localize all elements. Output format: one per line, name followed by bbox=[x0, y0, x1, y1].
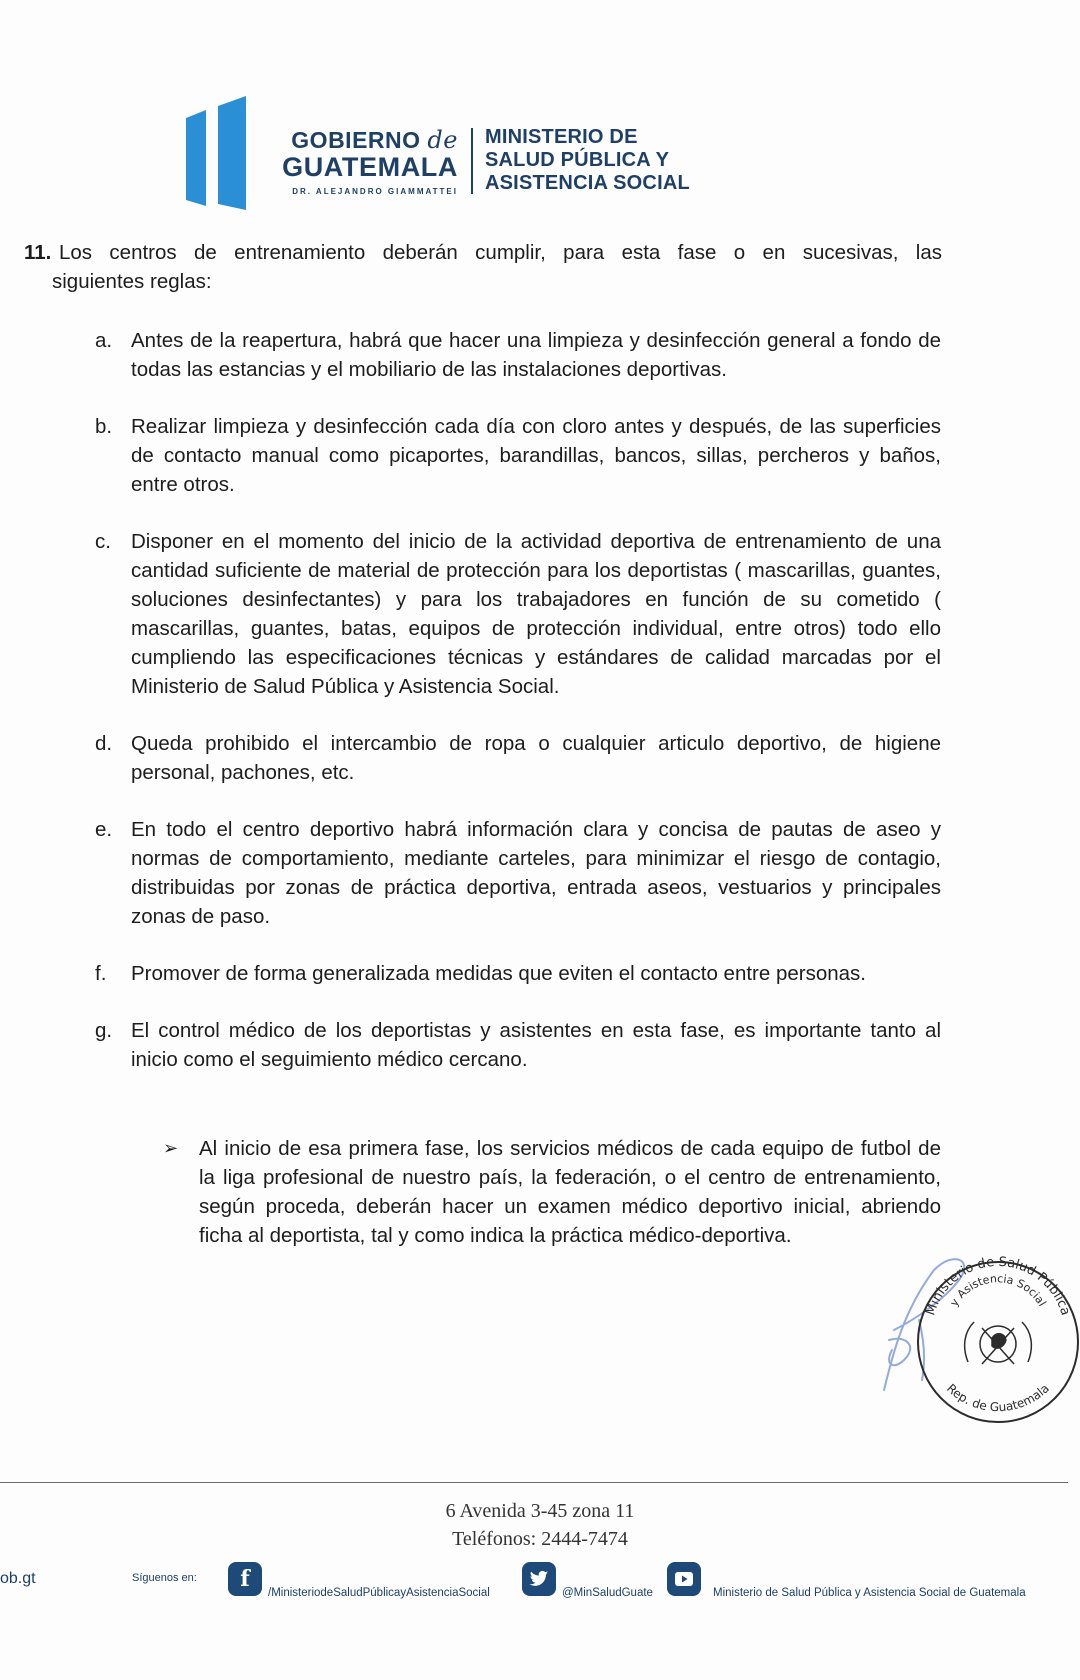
footer-divider bbox=[0, 1482, 1068, 1483]
rules-list bbox=[95, 326, 941, 1102]
rule-text: Promover de forma generalizada medidas que eviten el contacto entre personas. bbox=[131, 962, 867, 985]
rule-text: El control médico de los deportistas y asistentes en esta fase, es importante tanto al inicio como el seguimiento médico cercano. bbox=[131, 1019, 941, 1071]
guatemala-word: GUATEMALA bbox=[282, 152, 458, 182]
rule-letter: a. bbox=[95, 329, 113, 352]
coat-of-arms-icon bbox=[965, 1322, 1032, 1364]
rule-text: En todo el centro deportivo habrá información clara y concisa de pautas de aseo y normas de comportamiento, mediante carteles, para minimizar el riesgo de contagio, distribuidas por zonas de práctica deportiva, entrada aseos, vestuarios y principales zonas de paso. bbox=[131, 818, 941, 928]
footer-address: 6 Avenida 3-45 zona 11 bbox=[445, 1500, 635, 1522]
rule-item-c bbox=[95, 527, 941, 701]
rule-item-d bbox=[95, 729, 941, 787]
youtube-channel[interactable]: Ministerio de Salud Pública y Asistencia Social de Guatemala bbox=[713, 1587, 1026, 1599]
section-11 bbox=[24, 238, 942, 296]
rule-item-b bbox=[95, 412, 941, 499]
gobierno-logo-icon bbox=[186, 96, 256, 212]
gobierno-de: de bbox=[427, 126, 458, 154]
section-number: 11. bbox=[24, 241, 52, 264]
facebook-icon[interactable]: f bbox=[228, 1562, 262, 1596]
twitter-icon[interactable] bbox=[522, 1562, 556, 1596]
ministerio-line-2: SALUD PÚBLICA Y bbox=[485, 149, 670, 171]
rule-text: Realizar limpieza y desinfección cada día con cloro antes y después, de las superficies de contacto manual como picaportes, barandillas, bancos, sillas, percheros y baños, entre otros. bbox=[131, 415, 941, 496]
rule-item-g bbox=[95, 1016, 941, 1074]
footer-phone: Teléfonos: 2444-7474 bbox=[452, 1528, 628, 1550]
footer-domain[interactable]: ob.gt bbox=[0, 1570, 36, 1587]
stamp-top-text: Ministerio de Salud Pública bbox=[923, 1254, 1073, 1318]
facebook-handle[interactable]: /MinisteriodeSaludPúblicayAsistenciaSocial bbox=[268, 1587, 490, 1599]
section-intro-line-2: siguientes reglas: bbox=[52, 270, 212, 293]
section-intro-line-1: Los centros de entrenamiento deberán cumplir, para esta fase o en sucesivas, las bbox=[59, 241, 942, 264]
footer-address-block bbox=[0, 1497, 1080, 1553]
rule-item-f bbox=[95, 959, 941, 988]
stamp-bottom-text: Rep. de Guatemala bbox=[944, 1381, 1052, 1415]
rule-letter: c. bbox=[95, 530, 111, 553]
rule-text: Antes de la reapertura, habrá que hacer una limpieza y desinfección general a fondo de todas las estancias y el mobiliario de las instalaciones deportivas. bbox=[131, 329, 941, 381]
ministerio-line-3: ASISTENCIA SOCIAL bbox=[485, 172, 690, 194]
gobierno-word: GOBIERNO bbox=[291, 127, 421, 153]
arrow-bullet-icon: ➢ bbox=[163, 1138, 179, 1158]
rule-item-a bbox=[95, 326, 941, 384]
medical-bullet bbox=[163, 1134, 941, 1250]
bullet-text: Al inicio de esa primera fase, los servicios médicos de cada equipo de futbol de la liga profesional de nuestro país, la federación, o el centro de entrenamiento, según proceda, deberán hacer un examen médico deportivo inicial, abriendo ficha al deportista, tal y como indica la práctica médico-deportiva. bbox=[199, 1137, 941, 1247]
rule-letter: e. bbox=[95, 818, 113, 841]
rule-text: Disponer en el momento del inicio de la actividad deportiva de entrenamiento de una cantidad suficiente de material de protección para los deportistas ( mascarillas, guantes, soluciones desinfectantes) y para los trabajadores en función de su cometido ( mascarillas, guantes, batas, equipos de protección individual, entre otros) todo ello cumpliendo las especificaciones técnicas y estándares de calidad marcadas por el Ministerio de Salud Pública y Asistencia Social. bbox=[131, 530, 941, 698]
president-name: DR. ALEJANDRO GIAMMATTEI bbox=[292, 187, 458, 196]
ministerio-line-1: MINISTERIO DE bbox=[485, 126, 638, 148]
twitter-handle[interactable]: @MinSaludGuate bbox=[562, 1587, 653, 1599]
youtube-icon[interactable] bbox=[667, 1562, 701, 1596]
rule-letter: d. bbox=[95, 732, 113, 755]
rule-text: Queda prohibido el intercambio de ropa o cualquier articulo deportivo, de higiene personal, pachones, etc. bbox=[131, 732, 941, 784]
follow-label: Síguenos en: bbox=[132, 1572, 197, 1584]
stamp-inner-text: y Asistencia Social bbox=[947, 1272, 1049, 1309]
gobierno-wordmark bbox=[272, 127, 458, 196]
rule-letter: g. bbox=[95, 1019, 113, 1042]
rule-letter: b. bbox=[95, 415, 113, 438]
rule-item-e bbox=[95, 815, 941, 931]
official-stamp bbox=[912, 1252, 1080, 1424]
ministerio-wordmark bbox=[485, 126, 690, 195]
header-divider bbox=[471, 128, 473, 194]
rule-letter: f. bbox=[95, 962, 107, 985]
